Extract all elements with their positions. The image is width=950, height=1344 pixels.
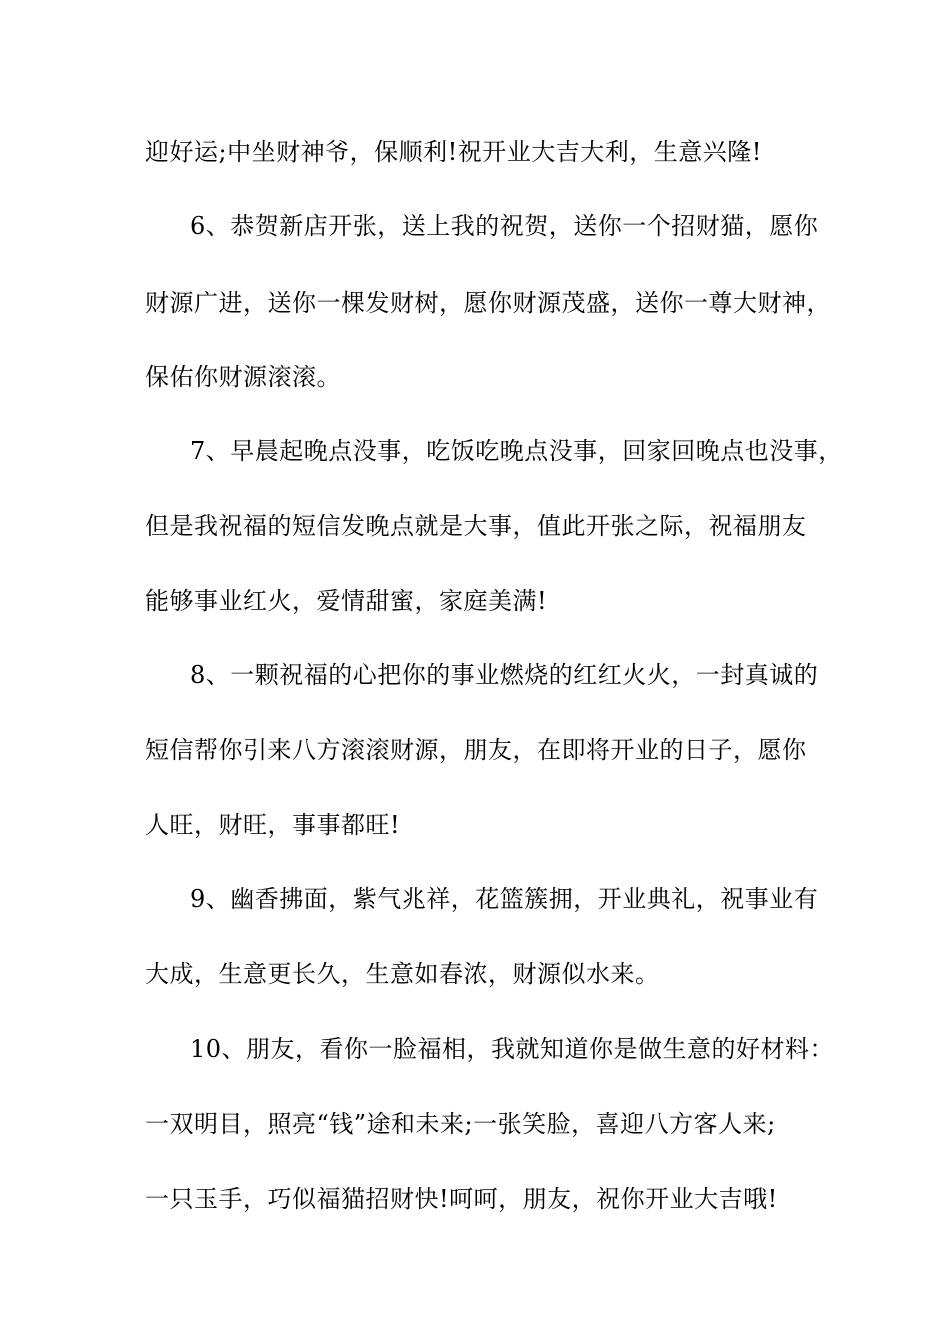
- paragraph-8-line: 8、一颗祝福的心把你的事业燃烧的红红火火，一封真诚的: [190, 661, 819, 689]
- paragraph-6-line: 6、恭贺新店开张，送上我的祝贺，送你一个招财猫，愿你: [190, 212, 819, 240]
- text-line: 能够事业红火，爱情甜蜜，家庭美满!: [145, 587, 548, 615]
- text-line: 财源广进，送你一棵发财树，愿你财源茂盛，送你一尊大财神，: [145, 289, 831, 317]
- paragraph-7-line: 7、早晨起晚点没事，吃饭吃晚点没事，回家回晚点也没事，: [190, 437, 843, 465]
- text-line: 短信帮你引来八方滚滚财源，朋友，在即将开业的日子，愿你: [145, 736, 807, 764]
- paragraph-10-line: 10、朋友，看你一脸福相，我就知道你是做生意的好材料：: [190, 1035, 835, 1063]
- text-line: 但是我祝福的短信发晚点就是大事，值此开张之际，祝福朋友: [145, 512, 807, 540]
- text-line: 大成，生意更长久，生意如春浓，财源似水来。: [145, 960, 660, 988]
- text-line: 一只玉手，巧似福猫招财快!呵呵，朋友，祝你开业大吉哦!: [145, 1185, 778, 1213]
- paragraph-9-line: 9、幽香拂面，紫气兆祥，花篮簇拥，开业典礼，祝事业有: [190, 885, 819, 913]
- text-line: 迎好运;中坐财神爷，保顺利!祝开业大吉大利，生意兴隆!: [145, 138, 762, 166]
- text-line: 保佑你财源滚滚。: [145, 363, 341, 391]
- text-line: 一双明目，照亮“钱”途和未来;一张笑脸，喜迎八方客人来;: [145, 1110, 776, 1138]
- text-line: 人旺，财旺，事事都旺!: [145, 811, 401, 839]
